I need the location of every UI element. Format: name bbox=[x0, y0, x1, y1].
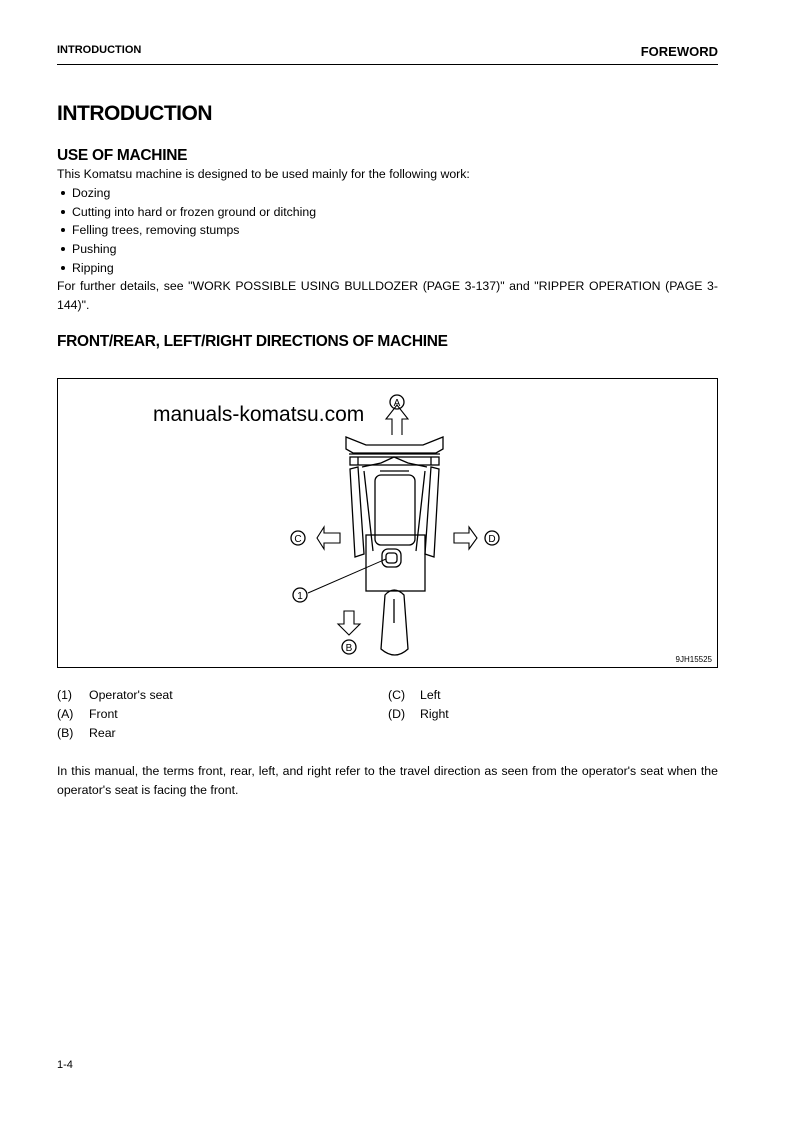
legend-row bbox=[388, 705, 449, 724]
page-title: INTRODUCTION bbox=[57, 102, 212, 125]
seat-leader-line bbox=[308, 559, 386, 593]
legend-key: (1) bbox=[57, 688, 73, 702]
legend-row bbox=[388, 686, 449, 705]
figure-code: 9JH15525 bbox=[675, 655, 712, 664]
list-item: Ripping bbox=[57, 259, 470, 278]
list-item: Dozing bbox=[57, 184, 470, 203]
use-of-machine-section bbox=[57, 165, 470, 278]
left-track bbox=[350, 467, 364, 557]
directions-heading: FRONT/REAR, LEFT/RIGHT DIRECTIONS OF MACHINE bbox=[57, 333, 448, 350]
legend-label: Right bbox=[420, 706, 449, 721]
page-number: 1-4 bbox=[57, 1059, 73, 1071]
machine-top-view-illustration bbox=[58, 379, 717, 667]
legend-row bbox=[57, 724, 173, 743]
legend-key: (A) bbox=[57, 706, 74, 721]
left-arrow bbox=[317, 527, 340, 549]
blade-shape bbox=[346, 437, 443, 453]
callout-b: B bbox=[345, 643, 353, 654]
use-intro: This Komatsu machine is designed to be used mainly for the following work: bbox=[57, 167, 470, 181]
callout-c: C bbox=[294, 534, 302, 545]
legend-key: (D) bbox=[388, 706, 406, 721]
callout-1: 1 bbox=[297, 591, 303, 602]
list-item: Pushing bbox=[57, 240, 470, 259]
use-of-machine-heading: USE OF MACHINE bbox=[57, 147, 188, 164]
legend-label: Operator's seat bbox=[89, 688, 173, 702]
header-section: INTRODUCTION bbox=[57, 44, 142, 56]
legend-left bbox=[57, 686, 173, 742]
watermark-text: manuals-komatsu.com bbox=[153, 403, 365, 426]
legend-row bbox=[57, 705, 173, 724]
legend-row bbox=[57, 686, 173, 705]
legend-label: Rear bbox=[89, 725, 116, 740]
list-item: Cutting into hard or frozen ground or ditching bbox=[57, 203, 470, 222]
rear-arrow bbox=[338, 611, 360, 635]
legend-right bbox=[388, 686, 449, 724]
list-item: Felling trees, removing stumps bbox=[57, 221, 470, 240]
right-arrow bbox=[454, 527, 477, 549]
operator-seat-shape bbox=[382, 549, 401, 567]
machine-direction-figure bbox=[57, 378, 718, 668]
legend-label: Left bbox=[420, 688, 441, 702]
further-details: For further details, see "WORK POSSIBLE USING BULLDOZER (PAGE 3-137)" and "RIPPER OPERATION (PAGE 3-144)". bbox=[57, 279, 718, 312]
callout-a: A bbox=[393, 398, 401, 409]
direction-note: In this manual, the terms front, rear, left, and right refer to the travel direction as seen from the operator's seat when the operator's seat is facing the front. bbox=[57, 764, 718, 797]
legend-key: (C) bbox=[388, 688, 406, 702]
callout-d: D bbox=[488, 534, 496, 545]
header-rule bbox=[57, 64, 718, 65]
work-list bbox=[57, 184, 470, 278]
legend-key: (B) bbox=[57, 725, 74, 740]
legend-label: Front bbox=[89, 706, 118, 721]
header-chapter: FOREWORD bbox=[640, 44, 718, 59]
right-track bbox=[425, 467, 439, 557]
